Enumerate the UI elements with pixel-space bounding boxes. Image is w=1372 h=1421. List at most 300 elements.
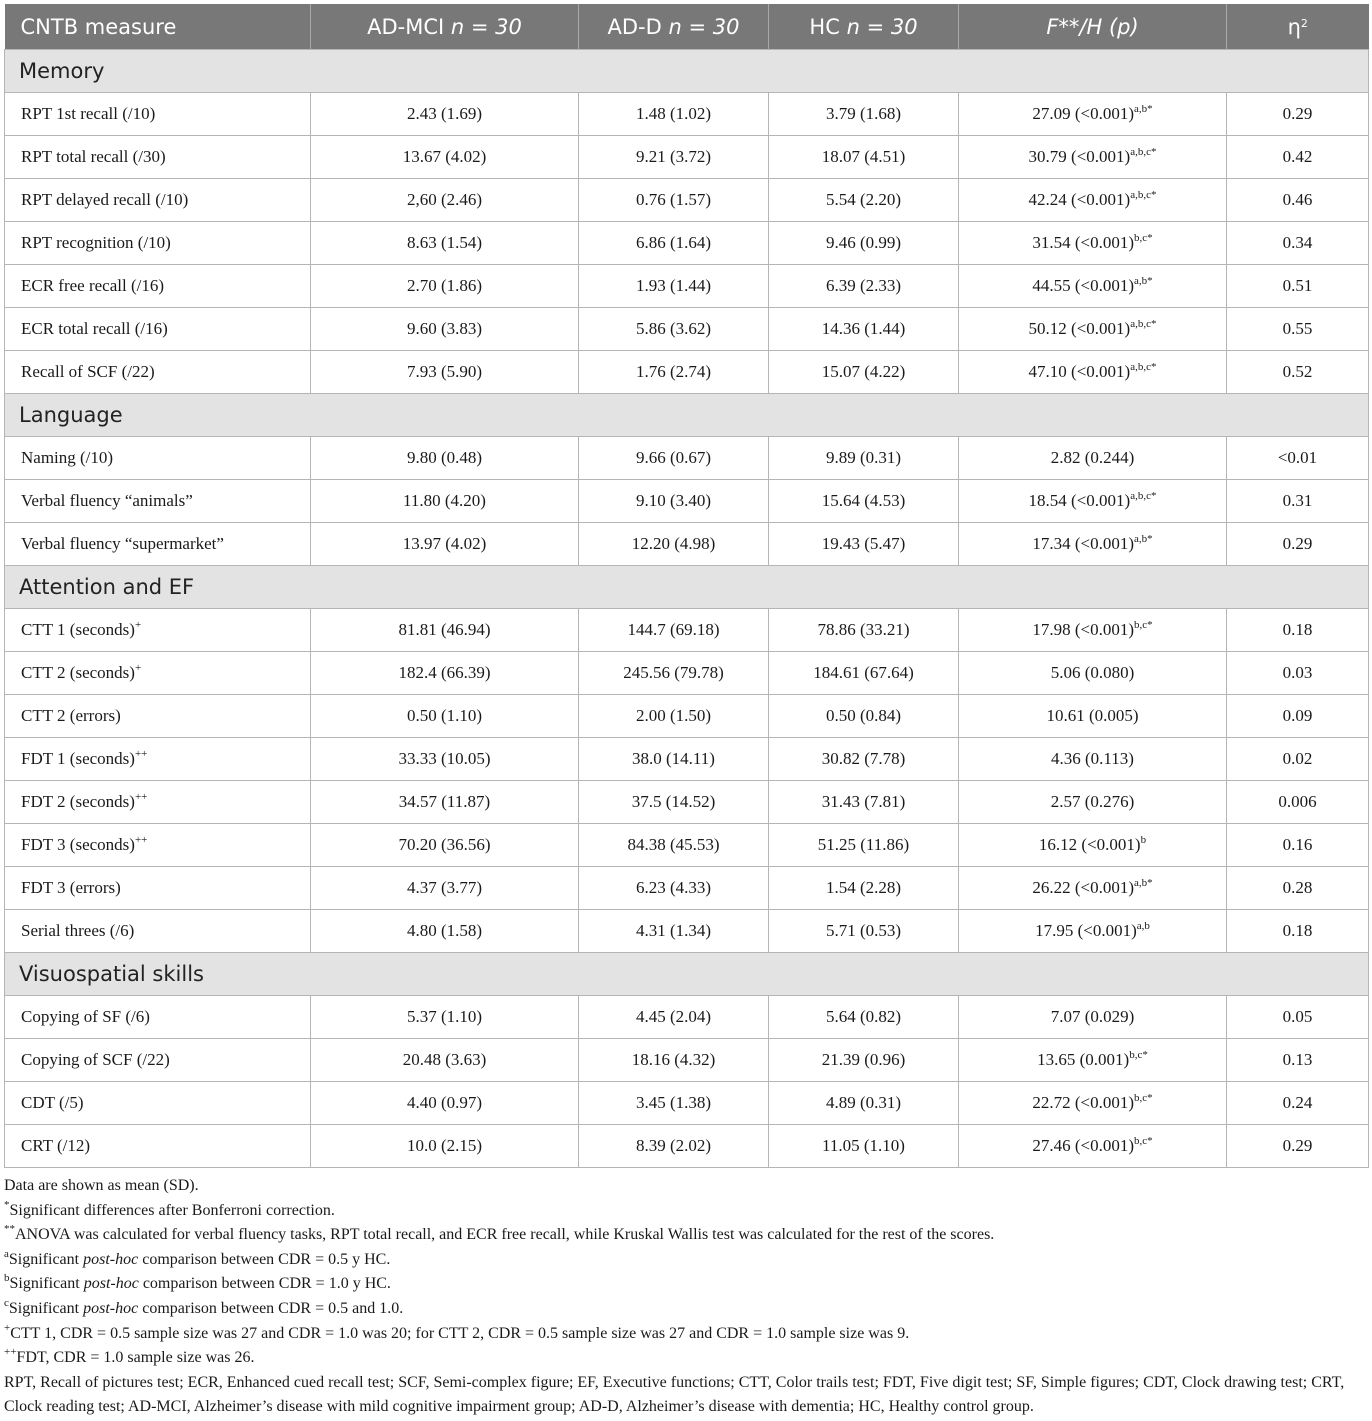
ad-d-cell-text: 4.31 (1.34) bbox=[635, 921, 712, 940]
eta-cell-text: 0.51 bbox=[1282, 276, 1313, 295]
hc-cell-text: 21.39 (0.96) bbox=[821, 1050, 906, 1069]
measure-cell bbox=[5, 609, 311, 652]
ad-mci-cell-text: 4.37 (3.77) bbox=[406, 878, 483, 897]
ad-mci-cell-text: 81.81 (46.94) bbox=[398, 620, 491, 639]
eta-cell bbox=[1227, 523, 1369, 566]
table-row bbox=[5, 652, 1369, 695]
header-ad-d bbox=[579, 4, 769, 50]
ad-d-cell-text: 6.86 (1.64) bbox=[635, 233, 712, 252]
eta-cell-text: 0.55 bbox=[1282, 319, 1313, 338]
ad-mci-cell-text: 4.40 (0.97) bbox=[406, 1093, 483, 1112]
stat-cell-text: 2.57 (0.276) bbox=[1050, 792, 1135, 811]
stat-cell bbox=[959, 609, 1227, 652]
stat-cell-superscript: b bbox=[1140, 834, 1147, 846]
hc-cell-text: 31.43 (7.81) bbox=[821, 792, 906, 811]
stat-cell bbox=[959, 867, 1227, 910]
note-abbreviations: RPT, Recall of pictures test; ECR, Enhanced cued recall test; SCF, Semi-complex figure; EF, Executive functions; CTT, Color trails test; FDT, Five digit test; SF, Simple figures; CDT, Clock drawing test; CRT, Clock reading test; AD-MCI, Alzheimer’s disease with mild cognitive impairment group; AD-D, Alzheimer’s disease with dementia; HC, Healthy control group. bbox=[4, 1373, 1345, 1416]
measure-cell bbox=[5, 351, 311, 394]
hc-cell-text: 14.36 (1.44) bbox=[821, 319, 906, 338]
ad-d-cell-text: 38.0 (14.11) bbox=[632, 749, 715, 768]
measure-cell-text: RPT recognition (/10) bbox=[21, 233, 171, 252]
measure-cell bbox=[5, 867, 311, 910]
table-row bbox=[5, 308, 1369, 351]
ad-d-cell-text: 3.45 (1.38) bbox=[635, 1093, 712, 1112]
measure-cell-text: Copying of SCF (/22) bbox=[21, 1050, 170, 1069]
stat-cell bbox=[959, 222, 1227, 265]
ad-d-cell bbox=[579, 480, 769, 523]
hc-cell bbox=[769, 1039, 959, 1082]
measure-cell-superscript: + bbox=[134, 619, 142, 631]
ad-d-cell bbox=[579, 1125, 769, 1168]
ad-d-cell-text: 37.5 (14.52) bbox=[631, 792, 716, 811]
table-row bbox=[5, 93, 1369, 136]
ad-mci-cell bbox=[311, 136, 579, 179]
stat-cell-text: 27.46 (<0.001) bbox=[1032, 1136, 1135, 1155]
stat-cell-text: 44.55 (<0.001) bbox=[1032, 276, 1135, 295]
eta-cell-text: 0.31 bbox=[1282, 491, 1313, 510]
note-star: *Significant differences after Bonferroni correction. bbox=[4, 1198, 335, 1219]
table-row bbox=[5, 351, 1369, 394]
section-title: Memory bbox=[5, 50, 1369, 93]
measure-cell bbox=[5, 308, 311, 351]
measure-cell bbox=[5, 695, 311, 738]
ad-mci-cell bbox=[311, 480, 579, 523]
stat-cell-superscript: b,c* bbox=[1134, 1135, 1153, 1147]
measure-cell-text: CDT (/5) bbox=[21, 1093, 84, 1112]
header-eta bbox=[1227, 4, 1369, 50]
ad-d-cell-text: 9.21 (3.72) bbox=[635, 147, 712, 166]
ad-mci-cell bbox=[311, 1039, 579, 1082]
header-measure-label: CNTB measure bbox=[20, 14, 177, 39]
hc-cell bbox=[769, 824, 959, 867]
stat-cell-text: 17.95 (<0.001) bbox=[1035, 921, 1137, 940]
table-row bbox=[5, 136, 1369, 179]
measure-cell-text: FDT 1 (seconds) bbox=[21, 749, 135, 768]
hc-cell bbox=[769, 136, 959, 179]
ad-mci-cell-text: 0.50 (1.10) bbox=[406, 706, 483, 725]
measure-cell-text: FDT 2 (seconds) bbox=[21, 792, 135, 811]
hc-cell-text: 15.07 (4.22) bbox=[821, 362, 906, 381]
ad-mci-cell-text: 4.80 (1.58) bbox=[406, 921, 483, 940]
measure-cell bbox=[5, 480, 311, 523]
measure-cell bbox=[5, 222, 311, 265]
table-body bbox=[5, 50, 1369, 1168]
stat-cell-superscript: b,c* bbox=[1134, 232, 1153, 244]
ad-d-cell-text: 1.76 (2.74) bbox=[635, 362, 712, 381]
measure-cell-text: Serial threes (/6) bbox=[21, 921, 135, 940]
hc-cell bbox=[769, 695, 959, 738]
stat-cell bbox=[959, 996, 1227, 1039]
measure-cell-text: RPT delayed recall (/10) bbox=[21, 190, 189, 209]
stat-cell-text: 47.10 (<0.001) bbox=[1028, 362, 1131, 381]
eta-cell bbox=[1227, 179, 1369, 222]
ad-d-cell bbox=[579, 93, 769, 136]
eta-cell-text: 0.006 bbox=[1278, 792, 1317, 811]
stat-cell bbox=[959, 1082, 1227, 1125]
ad-d-cell-text: 5.86 (3.62) bbox=[635, 319, 712, 338]
note-b: $^b$Significant post-hoc comparison between CDR = 1.0 y HC. bbox=[4, 1272, 391, 1293]
hc-cell-text: 9.46 (0.99) bbox=[825, 233, 902, 252]
eta-cell bbox=[1227, 609, 1369, 652]
table-row bbox=[5, 695, 1369, 738]
stat-cell bbox=[959, 179, 1227, 222]
table-row bbox=[5, 824, 1369, 867]
stat-cell-superscript: a,b* bbox=[1134, 877, 1153, 889]
table-row bbox=[5, 179, 1369, 222]
eta-cell bbox=[1227, 824, 1369, 867]
note-c: $^c$Significant post-hoc comparison between CDR = 0.5 and 1.0. bbox=[4, 1296, 404, 1317]
table-row bbox=[5, 996, 1369, 1039]
eta-cell-text: 0.34 bbox=[1282, 233, 1313, 252]
eta-cell-text: 0.24 bbox=[1282, 1093, 1313, 1112]
ad-d-cell bbox=[579, 351, 769, 394]
ad-mci-cell bbox=[311, 910, 579, 953]
section-title: Visuospatial skills bbox=[5, 953, 1369, 996]
hc-cell bbox=[769, 996, 959, 1039]
ad-mci-cell bbox=[311, 351, 579, 394]
ad-d-cell bbox=[579, 910, 769, 953]
stat-cell-superscript: a,b* bbox=[1134, 533, 1153, 545]
ad-mci-cell-text: 5.37 (1.10) bbox=[406, 1007, 483, 1026]
stat-cell-text: 16.12 (<0.001) bbox=[1038, 835, 1141, 854]
ad-mci-cell bbox=[311, 308, 579, 351]
stat-cell bbox=[959, 93, 1227, 136]
eta-cell-text: 0.13 bbox=[1282, 1050, 1313, 1069]
header-ad-d-label: AD-D bbox=[607, 14, 662, 39]
stat-cell-superscript: a,b* bbox=[1134, 103, 1153, 115]
section-row bbox=[5, 50, 1369, 93]
table-footnotes bbox=[4, 1174, 1368, 1420]
ad-d-cell bbox=[579, 136, 769, 179]
ad-d-cell-text: 12.20 (4.98) bbox=[631, 534, 716, 553]
eta-cell bbox=[1227, 351, 1369, 394]
hc-cell bbox=[769, 910, 959, 953]
eta-cell-text: 0.18 bbox=[1282, 921, 1313, 940]
table-row bbox=[5, 1125, 1369, 1168]
header-hc-n: n = 30 bbox=[846, 14, 918, 39]
header-measure bbox=[5, 4, 311, 50]
eta-cell bbox=[1227, 910, 1369, 953]
ad-mci-cell-text: 9.60 (3.83) bbox=[406, 319, 483, 338]
ad-d-cell-text: 84.38 (45.53) bbox=[627, 835, 720, 854]
measure-cell bbox=[5, 781, 311, 824]
eta-cell-text: 0.52 bbox=[1282, 362, 1313, 381]
ad-mci-cell-text: 13.97 (4.02) bbox=[402, 534, 487, 553]
hc-cell-text: 18.07 (4.51) bbox=[821, 147, 906, 166]
ad-mci-cell-text: 20.48 (3.63) bbox=[402, 1050, 487, 1069]
measure-cell-text: RPT total recall (/30) bbox=[21, 147, 166, 166]
measure-cell bbox=[5, 1082, 311, 1125]
eta-cell-text: 0.18 bbox=[1282, 620, 1313, 639]
eta-cell-text: 0.29 bbox=[1282, 104, 1313, 123]
ad-d-cell bbox=[579, 437, 769, 480]
eta-cell bbox=[1227, 222, 1369, 265]
ad-mci-cell bbox=[311, 996, 579, 1039]
note-a: $^a$Significant post-hoc comparison between CDR = 0.5 y HC. bbox=[4, 1247, 391, 1268]
hc-cell-text: 78.86 (33.21) bbox=[817, 620, 910, 639]
stat-cell bbox=[959, 781, 1227, 824]
ad-mci-cell-text: 34.57 (11.87) bbox=[398, 792, 491, 811]
ad-mci-cell-text: 9.80 (0.48) bbox=[406, 448, 483, 467]
measure-cell bbox=[5, 996, 311, 1039]
ad-mci-cell bbox=[311, 1082, 579, 1125]
ad-d-cell bbox=[579, 824, 769, 867]
stat-cell-superscript: a,b bbox=[1136, 920, 1150, 932]
table-row bbox=[5, 1039, 1369, 1082]
stat-cell-superscript: b,c* bbox=[1134, 619, 1153, 631]
stat-cell-text: 50.12 (<0.001) bbox=[1028, 319, 1131, 338]
table-row bbox=[5, 609, 1369, 652]
section-row bbox=[5, 566, 1369, 609]
ad-d-cell-text: 1.93 (1.44) bbox=[635, 276, 712, 295]
stat-cell bbox=[959, 136, 1227, 179]
ad-mci-cell bbox=[311, 609, 579, 652]
note-double-star: **ANOVA was calculated for verbal fluency tasks, RPT total recall, and ECR free recall, while Kruskal Wallis test was calculated for the rest of the scores. bbox=[4, 1223, 995, 1244]
hc-cell bbox=[769, 437, 959, 480]
header-ad-d-n: n = 30 bbox=[668, 14, 740, 39]
eta-cell bbox=[1227, 867, 1369, 910]
hc-cell-text: 15.64 (4.53) bbox=[821, 491, 906, 510]
ad-d-cell bbox=[579, 781, 769, 824]
table-row bbox=[5, 222, 1369, 265]
ad-mci-cell-text: 2.43 (1.69) bbox=[406, 104, 483, 123]
ad-mci-cell bbox=[311, 781, 579, 824]
header-ad-mci-n: n = 30 bbox=[450, 14, 522, 39]
measure-cell-text: FDT 3 (seconds) bbox=[21, 835, 135, 854]
ad-mci-cell bbox=[311, 695, 579, 738]
measure-cell bbox=[5, 136, 311, 179]
ad-mci-cell bbox=[311, 437, 579, 480]
ad-mci-cell bbox=[311, 523, 579, 566]
section-row bbox=[5, 953, 1369, 996]
ad-mci-cell-text: 7.93 (5.90) bbox=[406, 362, 483, 381]
ad-d-cell-text: 9.10 (3.40) bbox=[635, 491, 712, 510]
table-row bbox=[5, 738, 1369, 781]
measure-cell-superscript: ++ bbox=[134, 748, 148, 760]
header-hc bbox=[769, 4, 959, 50]
eta-cell-text: 0.05 bbox=[1282, 1007, 1313, 1026]
ad-d-cell-text: 245.56 (79.78) bbox=[623, 663, 724, 682]
hc-cell-text: 51.25 (11.86) bbox=[817, 835, 910, 854]
stat-cell-text: 4.36 (0.113) bbox=[1051, 749, 1134, 768]
table-row bbox=[5, 781, 1369, 824]
measure-cell-superscript: + bbox=[134, 662, 142, 674]
stat-cell bbox=[959, 308, 1227, 351]
measure-cell bbox=[5, 93, 311, 136]
eta-cell bbox=[1227, 93, 1369, 136]
stat-cell-superscript: b,c* bbox=[1134, 1092, 1153, 1104]
measure-cell-text: CTT 1 (seconds) bbox=[21, 620, 135, 639]
eta-cell bbox=[1227, 265, 1369, 308]
stat-cell-text: 31.54 (<0.001) bbox=[1032, 233, 1135, 252]
stat-cell-superscript: a,b,c* bbox=[1130, 189, 1157, 201]
eta-cell bbox=[1227, 308, 1369, 351]
eta-cell-text: 0.03 bbox=[1282, 663, 1313, 682]
hc-cell bbox=[769, 1082, 959, 1125]
hc-cell-text: 5.54 (2.20) bbox=[825, 190, 902, 209]
measure-cell-text: Recall of SCF (/22) bbox=[21, 362, 155, 381]
hc-cell-text: 3.79 (1.68) bbox=[825, 104, 902, 123]
header-stat-f: F** bbox=[1046, 14, 1080, 39]
table-row bbox=[5, 523, 1369, 566]
hc-cell bbox=[769, 222, 959, 265]
ad-mci-cell-text: 8.63 (1.54) bbox=[406, 233, 483, 252]
stat-cell-superscript: a,b,c* bbox=[1130, 318, 1157, 330]
eta-cell-text: 0.46 bbox=[1282, 190, 1313, 209]
table-row bbox=[5, 1082, 1369, 1125]
eta-cell bbox=[1227, 738, 1369, 781]
hc-cell-text: 0.50 (0.84) bbox=[825, 706, 902, 725]
ad-d-cell-text: 4.45 (2.04) bbox=[635, 1007, 712, 1026]
eta-cell-text: 0.16 bbox=[1282, 835, 1313, 854]
ad-d-cell bbox=[579, 652, 769, 695]
results-table-container bbox=[4, 4, 1368, 1420]
stat-cell-text: 5.06 (0.080) bbox=[1050, 663, 1135, 682]
ad-mci-cell-text: 10.0 (2.15) bbox=[406, 1136, 483, 1155]
stat-cell bbox=[959, 523, 1227, 566]
measure-cell-superscript: ++ bbox=[134, 834, 148, 846]
eta-cell bbox=[1227, 1125, 1369, 1168]
hc-cell-text: 5.71 (0.53) bbox=[825, 921, 902, 940]
ad-d-cell bbox=[579, 308, 769, 351]
header-hc-label: HC bbox=[809, 14, 840, 39]
stat-cell-text: 30.79 (<0.001) bbox=[1028, 147, 1131, 166]
measure-cell bbox=[5, 1039, 311, 1082]
eta-cell-text: 0.28 bbox=[1282, 878, 1313, 897]
ad-mci-cell bbox=[311, 93, 579, 136]
hc-cell bbox=[769, 308, 959, 351]
measure-cell bbox=[5, 437, 311, 480]
ad-d-cell bbox=[579, 867, 769, 910]
hc-cell-text: 9.89 (0.31) bbox=[825, 448, 902, 467]
ad-mci-cell-text: 2.70 (1.86) bbox=[406, 276, 483, 295]
hc-cell-text: 4.89 (0.31) bbox=[825, 1093, 902, 1112]
eta-cell-text: 0.29 bbox=[1282, 1136, 1313, 1155]
hc-cell-text: 5.64 (0.82) bbox=[825, 1007, 902, 1026]
ad-d-cell-text: 9.66 (0.67) bbox=[635, 448, 712, 467]
eta-cell-text: 0.42 bbox=[1282, 147, 1313, 166]
header-ad-mci-label: AD-MCI bbox=[367, 14, 445, 39]
measure-cell bbox=[5, 179, 311, 222]
ad-mci-cell-text: 11.80 (4.20) bbox=[403, 491, 486, 510]
header-eta-sup: 2 bbox=[1300, 16, 1308, 30]
stat-cell-text: 17.34 (<0.001) bbox=[1032, 534, 1135, 553]
measure-cell bbox=[5, 1125, 311, 1168]
stat-cell bbox=[959, 480, 1227, 523]
eta-cell bbox=[1227, 136, 1369, 179]
stat-cell-superscript: a,b,c* bbox=[1130, 490, 1157, 502]
stat-cell-text: 7.07 (0.029) bbox=[1050, 1007, 1135, 1026]
measure-cell bbox=[5, 265, 311, 308]
hc-cell bbox=[769, 652, 959, 695]
eta-cell bbox=[1227, 695, 1369, 738]
ad-d-cell-text: 8.39 (2.02) bbox=[635, 1136, 712, 1155]
hc-cell bbox=[769, 609, 959, 652]
hc-cell bbox=[769, 523, 959, 566]
ad-d-cell bbox=[579, 179, 769, 222]
stat-cell bbox=[959, 910, 1227, 953]
eta-cell bbox=[1227, 437, 1369, 480]
stat-cell-text: 26.22 (<0.001) bbox=[1032, 878, 1135, 897]
ad-d-cell bbox=[579, 222, 769, 265]
ad-d-cell-text: 144.7 (69.18) bbox=[627, 620, 720, 639]
ad-d-cell bbox=[579, 738, 769, 781]
hc-cell-text: 6.39 (2.33) bbox=[825, 276, 902, 295]
ad-d-cell bbox=[579, 1082, 769, 1125]
hc-cell bbox=[769, 781, 959, 824]
note-plus: +CTT 1, CDR = 0.5 sample size was 27 and CDR = 1.0 was 20; for CTT 2, CDR = 0.5 sample size was 27 and CDR = 1.0 sample size was 9. bbox=[4, 1321, 910, 1342]
eta-cell bbox=[1227, 480, 1369, 523]
ad-mci-cell-text: 182.4 (66.39) bbox=[398, 663, 491, 682]
hc-cell bbox=[769, 265, 959, 308]
ad-d-cell-text: 0.76 (1.57) bbox=[635, 190, 712, 209]
measure-cell-text: Copying of SF (/6) bbox=[21, 1007, 150, 1026]
section-title: Attention and EF bbox=[5, 566, 1369, 609]
hc-cell-text: 11.05 (1.10) bbox=[822, 1136, 905, 1155]
ad-d-cell bbox=[579, 609, 769, 652]
measure-cell-superscript: ++ bbox=[134, 791, 148, 803]
ad-mci-cell-text: 2,60 (2.46) bbox=[406, 190, 483, 209]
ad-mci-cell-text: 33.33 (10.05) bbox=[398, 749, 491, 768]
stat-cell-superscript: a,b,c* bbox=[1130, 146, 1157, 158]
eta-cell bbox=[1227, 996, 1369, 1039]
measure-cell-text: ECR free recall (/16) bbox=[21, 276, 165, 295]
table-header bbox=[5, 4, 1369, 50]
ad-mci-cell bbox=[311, 652, 579, 695]
measure-cell-text: CRT (/12) bbox=[21, 1136, 91, 1155]
ad-mci-cell bbox=[311, 265, 579, 308]
table-row bbox=[5, 910, 1369, 953]
ad-mci-cell bbox=[311, 179, 579, 222]
stat-cell-text: 10.61 (0.005) bbox=[1046, 706, 1139, 725]
stat-cell-text: 17.98 (<0.001) bbox=[1032, 620, 1135, 639]
ad-d-cell bbox=[579, 996, 769, 1039]
measure-cell bbox=[5, 910, 311, 953]
table-row bbox=[5, 480, 1369, 523]
ad-d-cell-text: 18.16 (4.32) bbox=[631, 1050, 716, 1069]
note-double-plus: ++FDT, CDR = 1.0 sample size was 26. bbox=[4, 1346, 255, 1367]
measure-cell bbox=[5, 824, 311, 867]
ad-mci-cell bbox=[311, 1125, 579, 1168]
hc-cell bbox=[769, 351, 959, 394]
hc-cell bbox=[769, 738, 959, 781]
measure-cell-text: ECR total recall (/16) bbox=[21, 319, 168, 338]
note-data-shown: Data are shown as mean (SD). bbox=[4, 1177, 199, 1194]
eta-cell-text: 0.29 bbox=[1282, 534, 1313, 553]
measure-cell-text: RPT 1st recall (/10) bbox=[21, 104, 156, 123]
measure-cell-text: CTT 2 (seconds) bbox=[21, 663, 135, 682]
header-row bbox=[5, 4, 1369, 50]
stat-cell-text: 27.09 (<0.001) bbox=[1032, 104, 1135, 123]
eta-cell-text: 0.09 bbox=[1282, 706, 1313, 725]
table-row bbox=[5, 867, 1369, 910]
section-title: Language bbox=[5, 394, 1369, 437]
hc-cell-text: 19.43 (5.47) bbox=[821, 534, 906, 553]
eta-cell bbox=[1227, 652, 1369, 695]
hc-cell-text: 184.61 (67.64) bbox=[813, 663, 914, 682]
stat-cell-text: 42.24 (<0.001) bbox=[1028, 190, 1131, 209]
stat-cell-text: 13.65 (0.001) bbox=[1037, 1050, 1130, 1069]
eta-cell bbox=[1227, 1082, 1369, 1125]
stat-cell-text: 2.82 (0.244) bbox=[1050, 448, 1135, 467]
header-stat-h: /H (p) bbox=[1079, 14, 1139, 39]
ad-mci-cell bbox=[311, 867, 579, 910]
header-stat bbox=[959, 4, 1227, 50]
stat-cell bbox=[959, 738, 1227, 781]
eta-cell-text: <0.01 bbox=[1277, 448, 1318, 467]
ad-mci-cell bbox=[311, 824, 579, 867]
ad-mci-cell-text: 13.67 (4.02) bbox=[402, 147, 487, 166]
